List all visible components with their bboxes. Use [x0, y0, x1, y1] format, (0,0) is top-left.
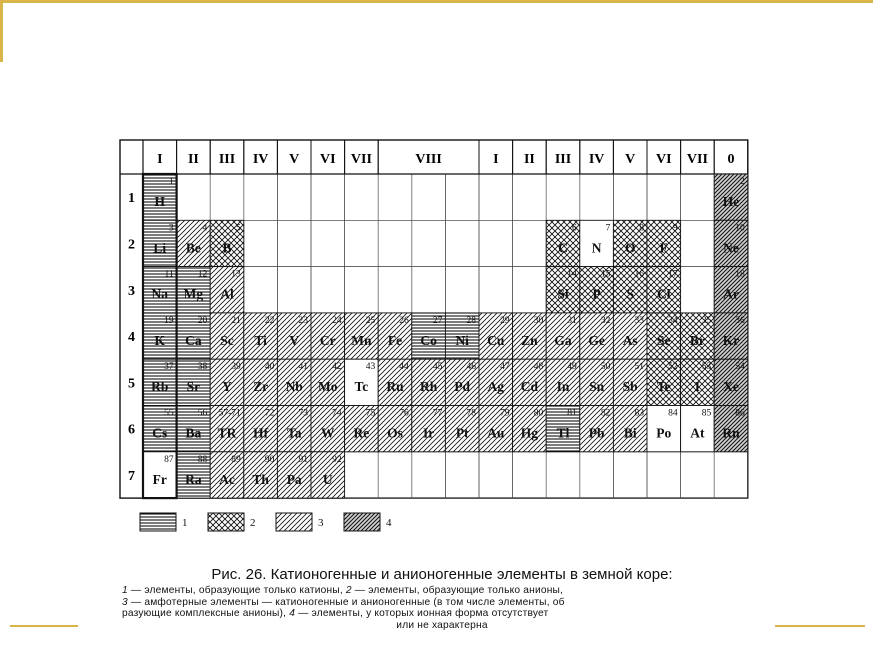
atomic-number: 12 — [197, 269, 208, 280]
atomic-number: 32 — [600, 315, 611, 326]
element-cell-si — [546, 267, 580, 313]
caption-num-1: 1 — [122, 585, 128, 596]
element-symbol: Hg — [520, 425, 539, 441]
period-label-2: 2 — [128, 237, 135, 253]
element-cell-kr — [714, 313, 748, 359]
element-symbol: Pt — [455, 425, 469, 441]
element-symbol: Fe — [387, 332, 403, 348]
element-cell-co — [412, 313, 446, 359]
atomic-number: 25 — [365, 315, 376, 326]
element-symbol: Zn — [521, 332, 538, 348]
atomic-number: 77 — [432, 408, 443, 419]
group-header-right-8: 0 — [727, 152, 735, 167]
element-symbol: C — [558, 240, 568, 256]
element-cell-zn — [513, 313, 547, 359]
atomic-number: 86 — [735, 408, 745, 419]
element-cell-th — [244, 452, 278, 498]
element-cell-mn — [345, 313, 379, 359]
atomic-number: 11 — [164, 269, 174, 280]
atomic-number: 47 — [500, 362, 510, 373]
atomic-number: 2 — [740, 177, 745, 187]
element-symbol: Rh — [419, 379, 438, 395]
element-symbol: Te — [656, 379, 671, 395]
element-symbol: Sn — [589, 379, 605, 395]
atomic-number: 44 — [399, 362, 409, 373]
atomic-number: 7 — [605, 223, 611, 234]
element-symbol: Os — [387, 425, 403, 441]
element-symbol: Ar — [723, 286, 739, 302]
element-cell-o — [613, 220, 647, 266]
element-symbol: P — [592, 286, 601, 302]
element-cell-he — [714, 174, 748, 220]
element-symbol: U — [322, 471, 333, 487]
atomic-number: 89 — [231, 454, 241, 465]
element-symbol: H — [154, 194, 166, 209]
element-cell-ra — [177, 452, 211, 498]
element-cell-u — [311, 452, 345, 498]
figure-caption: Рис. 26. Катионогенные и анионогенные элементы в земной коре: — [211, 566, 673, 583]
element-symbol: Kr — [722, 332, 740, 348]
element-cell-ca — [177, 313, 211, 359]
element-cell-f — [647, 220, 681, 266]
atomic-number: 80 — [533, 408, 544, 419]
period-label-5: 5 — [128, 376, 135, 392]
element-cell-v — [277, 313, 311, 359]
element-cell-h — [143, 174, 177, 220]
atomic-number: 57-71 — [218, 408, 241, 419]
atomic-number: 5 — [236, 223, 241, 234]
element-symbol: F — [659, 240, 668, 256]
atomic-number: 56 — [197, 408, 208, 419]
element-symbol: Ag — [487, 379, 505, 395]
group-header-right-7: VII — [686, 152, 708, 167]
atomic-number: 33 — [634, 315, 644, 326]
atomic-number: 30 — [533, 315, 544, 326]
element-symbol: Pa — [286, 471, 302, 487]
atomic-number: 42 — [332, 362, 342, 373]
caption-legend — [122, 585, 762, 631]
caption-line-3 — [122, 608, 762, 620]
element-cell-pa — [277, 452, 311, 498]
group-header-left-6: VI — [320, 152, 336, 167]
element-symbol: Pb — [588, 425, 605, 441]
atomic-number: 92 — [332, 454, 342, 465]
atomic-number: 29 — [500, 315, 510, 326]
element-symbol: Ca — [185, 332, 202, 348]
element-cell-bi — [613, 406, 647, 452]
element-symbol: Ni — [455, 332, 469, 348]
atomic-number: 55 — [164, 408, 174, 419]
atomic-number: 46 — [466, 362, 476, 373]
caption-text-1: — элементы, образующие только катионы, — [127, 585, 346, 596]
atomic-number: 18 — [735, 269, 745, 280]
atomic-number: 14 — [567, 269, 577, 280]
element-cell-rb — [143, 359, 177, 405]
element-cell-pt — [445, 406, 479, 452]
element-symbol: Na — [151, 286, 169, 302]
element-cell-ac — [210, 452, 244, 498]
element-symbol: Tl — [556, 425, 570, 441]
element-cell-au — [479, 406, 513, 452]
element-cell-hg — [513, 406, 547, 452]
element-cell-i — [681, 359, 715, 405]
atomic-number: 82 — [600, 408, 611, 419]
period-label-3: 3 — [128, 283, 135, 299]
element-symbol: Zr — [253, 379, 269, 395]
element-cell-k — [143, 313, 177, 359]
element-symbol: K — [154, 332, 166, 348]
element-cell-cd — [513, 359, 547, 405]
legend-swatch-1 — [140, 513, 176, 531]
element-cell-sr — [177, 359, 211, 405]
atomic-number: 72 — [264, 408, 275, 419]
element-cell-ag — [479, 359, 513, 405]
atomic-number: 48 — [533, 362, 544, 373]
element-symbol: Cs — [152, 425, 168, 441]
atomic-number: 54 — [735, 362, 745, 373]
element-symbol: Cr — [319, 332, 336, 348]
element-symbol: Mg — [183, 286, 204, 302]
element-cell-ti — [244, 313, 278, 359]
element-cell-cs — [143, 406, 177, 452]
element-cell-mo — [311, 359, 345, 405]
caption-num-4: 4 — [289, 608, 296, 620]
atomic-number: 34 — [668, 315, 678, 326]
element-cell-ta — [277, 406, 311, 452]
element-cell-os — [378, 406, 412, 452]
element-cell-al — [210, 267, 244, 313]
element-symbol: Sc — [220, 332, 234, 348]
element-cell-in — [546, 359, 580, 405]
element-symbol: As — [622, 332, 638, 348]
element-cell-w — [311, 406, 345, 452]
period-label-6: 6 — [128, 422, 135, 438]
atomic-number: 13 — [231, 269, 241, 280]
atomic-number: 35 — [701, 315, 712, 326]
element-symbol: Ac — [219, 471, 235, 487]
element-symbol: Ra — [185, 471, 202, 487]
element-cell-mg — [177, 267, 211, 313]
atomic-number: 15 — [600, 269, 611, 280]
element-cell-se — [647, 313, 681, 359]
element-symbol: B — [222, 240, 232, 256]
atomic-number: 27 — [432, 315, 443, 326]
element-symbol: Ti — [254, 332, 267, 348]
atomic-number: 51 — [634, 362, 644, 373]
element-symbol: Bi — [623, 425, 637, 441]
element-cell-cu — [479, 313, 513, 359]
atomic-number: 22 — [264, 315, 275, 326]
element-symbol: TR — [217, 425, 237, 441]
element-symbol: Fr — [152, 471, 167, 487]
element-symbol: Al — [220, 286, 234, 302]
element-symbol: Au — [487, 425, 505, 441]
atomic-number: 53 — [701, 362, 712, 373]
element-cell-ar — [714, 267, 748, 313]
group-header-right-4: IV — [588, 152, 605, 167]
element-cell-re — [345, 406, 379, 452]
atomic-number: 45 — [432, 362, 443, 373]
legend-key-1: 1 — [182, 517, 188, 529]
element-symbol: W — [321, 425, 335, 441]
element-cell-te — [647, 359, 681, 405]
atomic-number: 49 — [567, 362, 577, 373]
element-symbol: O — [624, 240, 636, 256]
atomic-number: 79 — [500, 408, 510, 419]
element-symbol: Po — [656, 425, 672, 441]
element-cell-as — [613, 313, 647, 359]
group-header-right-5: V — [625, 152, 636, 167]
element-cell-tl — [546, 406, 580, 452]
atomic-number: 19 — [164, 315, 174, 326]
element-cell-zr — [244, 359, 278, 405]
element-symbol: Ba — [185, 425, 202, 441]
element-symbol: Se — [657, 332, 671, 348]
element-cell-ba — [177, 406, 211, 452]
element-symbol: In — [556, 379, 570, 395]
element-cell-ga — [546, 313, 580, 359]
element-cell-p — [580, 267, 614, 313]
element-cell-y — [210, 359, 244, 405]
legend-key-2: 2 — [250, 517, 256, 529]
atomic-number: 85 — [701, 408, 712, 419]
legend-key-3: 3 — [318, 517, 324, 529]
atomic-number: 84 — [668, 408, 678, 419]
element-cell-ir — [412, 406, 446, 452]
element-cell-c — [546, 220, 580, 266]
atomic-number: 20 — [197, 315, 208, 326]
caption-text-3b: разующие комплексные анионы), — [122, 608, 290, 620]
atomic-number: 52 — [668, 362, 678, 373]
element-symbol: Cd — [520, 379, 539, 395]
element-symbol: S — [626, 286, 634, 302]
atomic-number: 41 — [298, 362, 308, 373]
element-cell-tr — [210, 406, 244, 452]
atomic-number: 39 — [231, 362, 241, 373]
element-symbol: Ne — [723, 240, 739, 256]
group-header-left-3: III — [218, 152, 236, 167]
element-cell-pd — [445, 359, 479, 405]
element-cell-be — [177, 220, 211, 266]
atomic-number: 3 — [168, 223, 174, 234]
element-symbol: V — [289, 332, 300, 348]
atomic-number: 9 — [672, 223, 678, 234]
element-symbol: Co — [420, 332, 437, 348]
element-symbol: Tc — [354, 379, 369, 395]
atomic-number: 38 — [197, 362, 208, 373]
atomic-number: 26 — [399, 315, 409, 326]
element-cell-fe — [378, 313, 412, 359]
atomic-number: 24 — [332, 315, 342, 326]
element-symbol: Br — [689, 332, 705, 348]
element-symbol: Ir — [422, 425, 435, 441]
element-symbol: Rn — [722, 425, 740, 441]
element-cell-cl — [647, 267, 681, 313]
period-label-1: 1 — [128, 191, 135, 207]
group-header-left-5: V — [289, 152, 300, 167]
element-symbol: Sb — [622, 379, 638, 395]
element-cell-ge — [580, 313, 614, 359]
element-symbol: Hf — [253, 425, 269, 441]
element-symbol: Sr — [186, 379, 201, 395]
element-symbol: Cl — [657, 286, 671, 302]
legend-swatch-3 — [276, 513, 312, 531]
atomic-number: 28 — [466, 315, 476, 326]
caption-line-1 — [122, 585, 762, 597]
element-symbol: Ta — [286, 425, 302, 441]
element-symbol: Th — [252, 471, 269, 487]
element-cell-ru — [378, 359, 412, 405]
atomic-number: 73 — [298, 408, 308, 419]
element-symbol: He — [722, 194, 740, 209]
legend — [140, 513, 392, 531]
element-cell-xe — [714, 359, 748, 405]
atomic-number: 40 — [264, 362, 275, 373]
element-cell-hf — [244, 406, 278, 452]
atomic-number: 21 — [231, 315, 241, 326]
element-symbol: Cu — [487, 332, 505, 348]
element-cell-br — [681, 313, 715, 359]
caption-text-4: — элементы, у которых ионная форма отсутствует — [295, 608, 549, 620]
element-symbol: Re — [353, 425, 370, 441]
atomic-number: 36 — [735, 315, 745, 326]
legend-key-4: 4 — [386, 517, 392, 529]
element-symbol: Nb — [285, 379, 303, 395]
group-header-left-7: VII — [350, 152, 372, 167]
element-cell-cr — [311, 313, 345, 359]
element-symbol: Be — [185, 240, 201, 256]
atomic-number: 88 — [197, 454, 208, 465]
group-header-right-1: I — [493, 152, 499, 167]
element-symbol: Ru — [386, 379, 404, 395]
group-header-right-3: III — [554, 152, 572, 167]
element-cell-rh — [412, 359, 446, 405]
caption-text-2: — элементы, образующие только анионы, — [351, 585, 564, 596]
element-cell-at — [681, 406, 715, 452]
caption-num-3: 3 — [122, 596, 128, 608]
element-cell-sc — [210, 313, 244, 359]
element-symbol: Mo — [318, 379, 338, 395]
element-symbol: Mn — [351, 332, 372, 348]
atomic-number: 90 — [264, 454, 275, 465]
atomic-number: 37 — [164, 362, 174, 373]
atomic-number: 91 — [298, 454, 308, 465]
element-cell-ne — [714, 220, 748, 266]
element-cell-b — [210, 220, 244, 266]
element-symbol: Si — [557, 286, 569, 302]
atomic-number: 83 — [634, 408, 644, 419]
element-symbol: At — [690, 425, 705, 441]
element-cell-fr — [143, 452, 177, 498]
element-cell-rn — [714, 406, 748, 452]
element-cell-nb — [277, 359, 311, 405]
caption-line-4: или не характерна — [396, 619, 488, 631]
element-symbol: Y — [222, 379, 232, 395]
legend-swatch-4 — [344, 513, 380, 531]
element-cell-sn — [580, 359, 614, 405]
group-header-left-4: IV — [252, 152, 269, 167]
atomic-number: 74 — [332, 408, 342, 419]
atomic-number: 50 — [600, 362, 611, 373]
atomic-number: 75 — [365, 408, 376, 419]
atomic-number: 6 — [572, 223, 577, 234]
element-cell-tc — [345, 359, 379, 405]
atomic-number: 23 — [298, 315, 308, 326]
period-label-4: 4 — [128, 330, 135, 346]
element-cell-na — [143, 267, 177, 313]
atomic-number: 17 — [668, 269, 678, 280]
atomic-number: 43 — [365, 362, 376, 373]
atomic-number: 87 — [164, 454, 174, 465]
group-header-left-8: VIII — [415, 152, 442, 167]
atomic-number: 81 — [567, 408, 577, 419]
group-header-right-2: II — [523, 152, 535, 167]
legend-swatch-2 — [208, 513, 244, 531]
element-cell-po — [647, 406, 681, 452]
atomic-number: 8 — [639, 223, 644, 234]
group-header-left-2: II — [187, 152, 199, 167]
caption-line-2 — [122, 597, 762, 609]
element-symbol: I — [694, 379, 701, 395]
atomic-number: 78 — [466, 408, 476, 419]
period-label-7: 7 — [128, 468, 135, 484]
element-cell-ni — [445, 313, 479, 359]
atomic-number: 16 — [634, 269, 644, 280]
element-symbol: Xe — [723, 379, 739, 395]
atomic-number: 4 — [202, 223, 208, 234]
atomic-number: 1 — [168, 177, 174, 187]
element-symbol: Rb — [151, 379, 169, 395]
element-symbol: Li — [153, 240, 167, 256]
atomic-number: 31 — [567, 315, 577, 326]
element-symbol: Ge — [588, 332, 605, 348]
caption-text-3: — амфотерные элементы — катионогенные и анионогенные (в том числе элементы, об — [127, 596, 565, 608]
element-symbol: Ga — [554, 332, 572, 348]
caption-num-2: 2 — [345, 585, 352, 596]
element-symbol: Pd — [454, 379, 471, 395]
element-cell-li — [143, 220, 177, 266]
element-cell-n — [580, 220, 614, 266]
atomic-number: 76 — [399, 408, 409, 419]
element-cell-sb — [613, 359, 647, 405]
element-cell-pb — [580, 406, 614, 452]
element-symbol: N — [591, 240, 602, 256]
atomic-number: 10 — [735, 223, 745, 234]
group-header-right-6: VI — [656, 152, 672, 167]
element-cell-s — [613, 267, 647, 313]
group-header-left-1: I — [157, 152, 163, 167]
